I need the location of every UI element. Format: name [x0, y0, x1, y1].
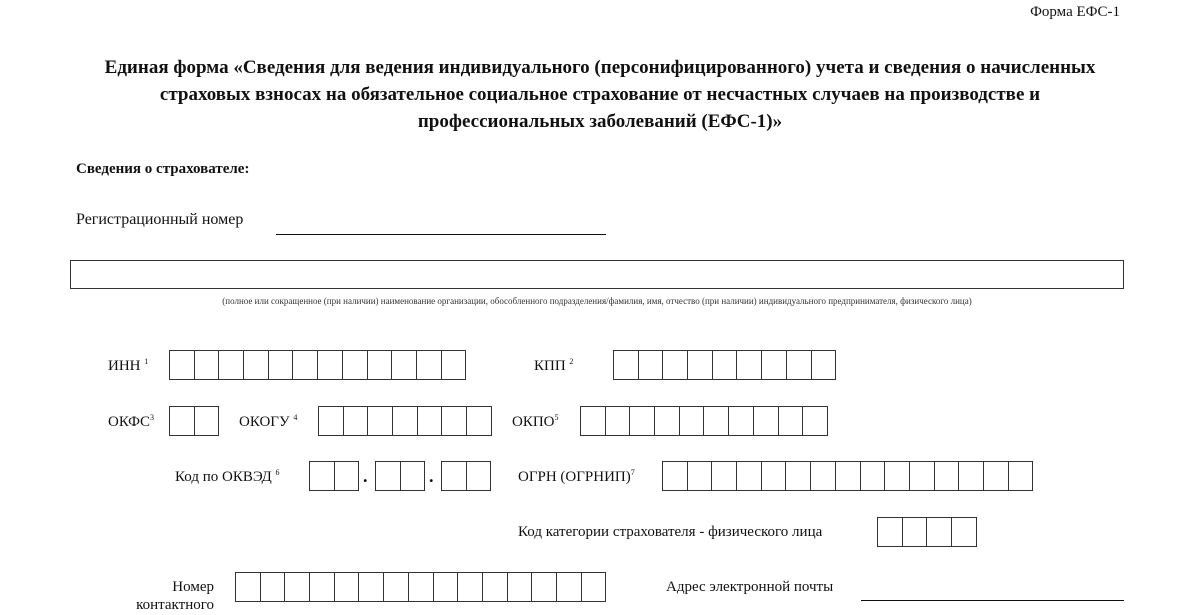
- input-cell[interactable]: [285, 573, 310, 601]
- input-cell[interactable]: [984, 462, 1009, 490]
- okved-cells-1[interactable]: [309, 461, 359, 491]
- input-cell[interactable]: [861, 462, 886, 490]
- input-cell[interactable]: [663, 351, 688, 379]
- kpp-label: КПП $^2$: [534, 357, 574, 374]
- okogu-cells[interactable]: [318, 406, 492, 436]
- okved-label: Код по ОКВЭД $^6$: [175, 468, 280, 485]
- input-cell[interactable]: [688, 462, 713, 490]
- form-code: Форма ЕФС-1: [1030, 4, 1120, 20]
- input-cell[interactable]: [442, 407, 467, 435]
- input-cell[interactable]: [344, 407, 369, 435]
- input-cell[interactable]: [737, 462, 762, 490]
- input-cell[interactable]: [582, 573, 607, 601]
- input-cell[interactable]: [885, 462, 910, 490]
- okved-cells-2[interactable]: [375, 461, 425, 491]
- input-cell[interactable]: [712, 462, 737, 490]
- input-cell[interactable]: [393, 407, 418, 435]
- category-label: Код категории страхователя - физического лица: [518, 524, 823, 540]
- phone-label: Номер контактного: [136, 579, 214, 613]
- input-cell[interactable]: [680, 407, 705, 435]
- input-cell[interactable]: [754, 407, 779, 435]
- input-cell[interactable]: [803, 407, 828, 435]
- input-cell[interactable]: [376, 462, 401, 490]
- section-title: Сведения о страхователе:: [76, 161, 250, 177]
- input-cell[interactable]: [762, 351, 787, 379]
- input-cell[interactable]: [927, 518, 952, 546]
- input-cell[interactable]: [442, 351, 467, 379]
- input-cell[interactable]: [1009, 462, 1034, 490]
- okpo-label: ОКПО$^5$: [512, 413, 559, 430]
- okved-separator: .: [429, 466, 434, 486]
- input-cell[interactable]: [293, 351, 318, 379]
- input-cell[interactable]: [935, 462, 960, 490]
- input-cell[interactable]: [639, 351, 664, 379]
- input-cell[interactable]: [655, 407, 680, 435]
- input-cell[interactable]: [335, 573, 360, 601]
- input-cell[interactable]: [418, 407, 443, 435]
- input-cell[interactable]: [244, 351, 269, 379]
- category-cells[interactable]: [877, 517, 977, 547]
- okogu-label: ОКОГУ $^4$: [239, 413, 298, 430]
- input-cell[interactable]: [812, 351, 837, 379]
- ogrn-cells[interactable]: [662, 461, 1033, 491]
- input-cell[interactable]: [508, 573, 533, 601]
- reg-number-field[interactable]: [276, 234, 606, 235]
- input-cell[interactable]: [335, 462, 360, 490]
- input-cell[interactable]: [343, 351, 368, 379]
- input-cell[interactable]: [392, 351, 417, 379]
- input-cell[interactable]: [878, 518, 903, 546]
- input-cell[interactable]: [318, 351, 343, 379]
- okfs-cells[interactable]: [169, 406, 219, 436]
- input-cell[interactable]: [729, 407, 754, 435]
- input-cell[interactable]: [219, 351, 244, 379]
- input-cell[interactable]: [787, 351, 812, 379]
- email-field[interactable]: [861, 600, 1124, 601]
- input-cell[interactable]: [401, 462, 426, 490]
- input-cell[interactable]: [359, 573, 384, 601]
- input-cell[interactable]: [384, 573, 409, 601]
- kpp-cells[interactable]: [613, 350, 836, 380]
- input-cell[interactable]: [458, 573, 483, 601]
- input-cell[interactable]: [269, 351, 294, 379]
- input-cell[interactable]: [581, 407, 606, 435]
- input-cell[interactable]: [368, 407, 393, 435]
- okpo-cells[interactable]: [580, 406, 828, 436]
- input-cell[interactable]: [434, 573, 459, 601]
- input-cell[interactable]: [195, 351, 220, 379]
- input-cell[interactable]: [310, 462, 335, 490]
- input-cell[interactable]: [532, 573, 557, 601]
- input-cell[interactable]: [630, 407, 655, 435]
- document-title: Единая форма «Сведения для ведения индивидуального (персонифицированного) учета и сведения о начисленных страховых взносах на обязательное социальное страхование от несчастных случаев на производстве и профессиональных заболеваний (ЕФС-1)»: [104, 57, 1096, 132]
- input-cell[interactable]: [836, 462, 861, 490]
- input-cell[interactable]: [903, 518, 928, 546]
- inn-cells[interactable]: [169, 350, 466, 380]
- input-cell[interactable]: [952, 518, 977, 546]
- ogrn-label: ОГРН (ОГРНИП)$^7$: [518, 468, 635, 485]
- input-cell[interactable]: [319, 407, 344, 435]
- inn-label: ИНН $^1$: [108, 357, 149, 374]
- input-cell[interactable]: [704, 407, 729, 435]
- okved-cells-3[interactable]: [441, 461, 491, 491]
- input-cell[interactable]: [557, 573, 582, 601]
- input-cell[interactable]: [368, 351, 393, 379]
- input-cell[interactable]: [310, 573, 335, 601]
- input-cell[interactable]: [261, 573, 286, 601]
- okfs-label: ОКФС$^3$: [108, 413, 155, 430]
- input-cell[interactable]: [688, 351, 713, 379]
- input-cell[interactable]: [959, 462, 984, 490]
- org-name-hint: (полное или сокращенное (при наличии) наименование организации, обособленного подразделения/фамилия, имя, отчество (при наличии) индивидуального предпринимателя, физического лица): [222, 296, 972, 306]
- input-cell[interactable]: [811, 462, 836, 490]
- input-cell[interactable]: [467, 407, 492, 435]
- input-cell[interactable]: [417, 351, 442, 379]
- input-cell[interactable]: [442, 462, 467, 490]
- input-cell[interactable]: [786, 462, 811, 490]
- input-cell[interactable]: [762, 462, 787, 490]
- org-name-field[interactable]: [70, 260, 1124, 289]
- input-cell[interactable]: [236, 573, 261, 601]
- input-cell[interactable]: [910, 462, 935, 490]
- input-cell[interactable]: [483, 573, 508, 601]
- input-cell[interactable]: [614, 351, 639, 379]
- input-cell[interactable]: [467, 462, 492, 490]
- reg-number-label: Регистрационный номер: [76, 211, 244, 228]
- input-cell[interactable]: [195, 407, 220, 435]
- input-cell[interactable]: [170, 407, 195, 435]
- input-cell[interactable]: [170, 351, 195, 379]
- input-cell[interactable]: [409, 573, 434, 601]
- phone-cells[interactable]: [235, 572, 606, 602]
- input-cell[interactable]: [606, 407, 631, 435]
- email-label: Адрес электронной почты: [666, 579, 834, 595]
- input-cell[interactable]: [713, 351, 738, 379]
- input-cell[interactable]: [663, 462, 688, 490]
- okved-separator: .: [363, 466, 368, 486]
- input-cell[interactable]: [779, 407, 804, 435]
- input-cell[interactable]: [737, 351, 762, 379]
